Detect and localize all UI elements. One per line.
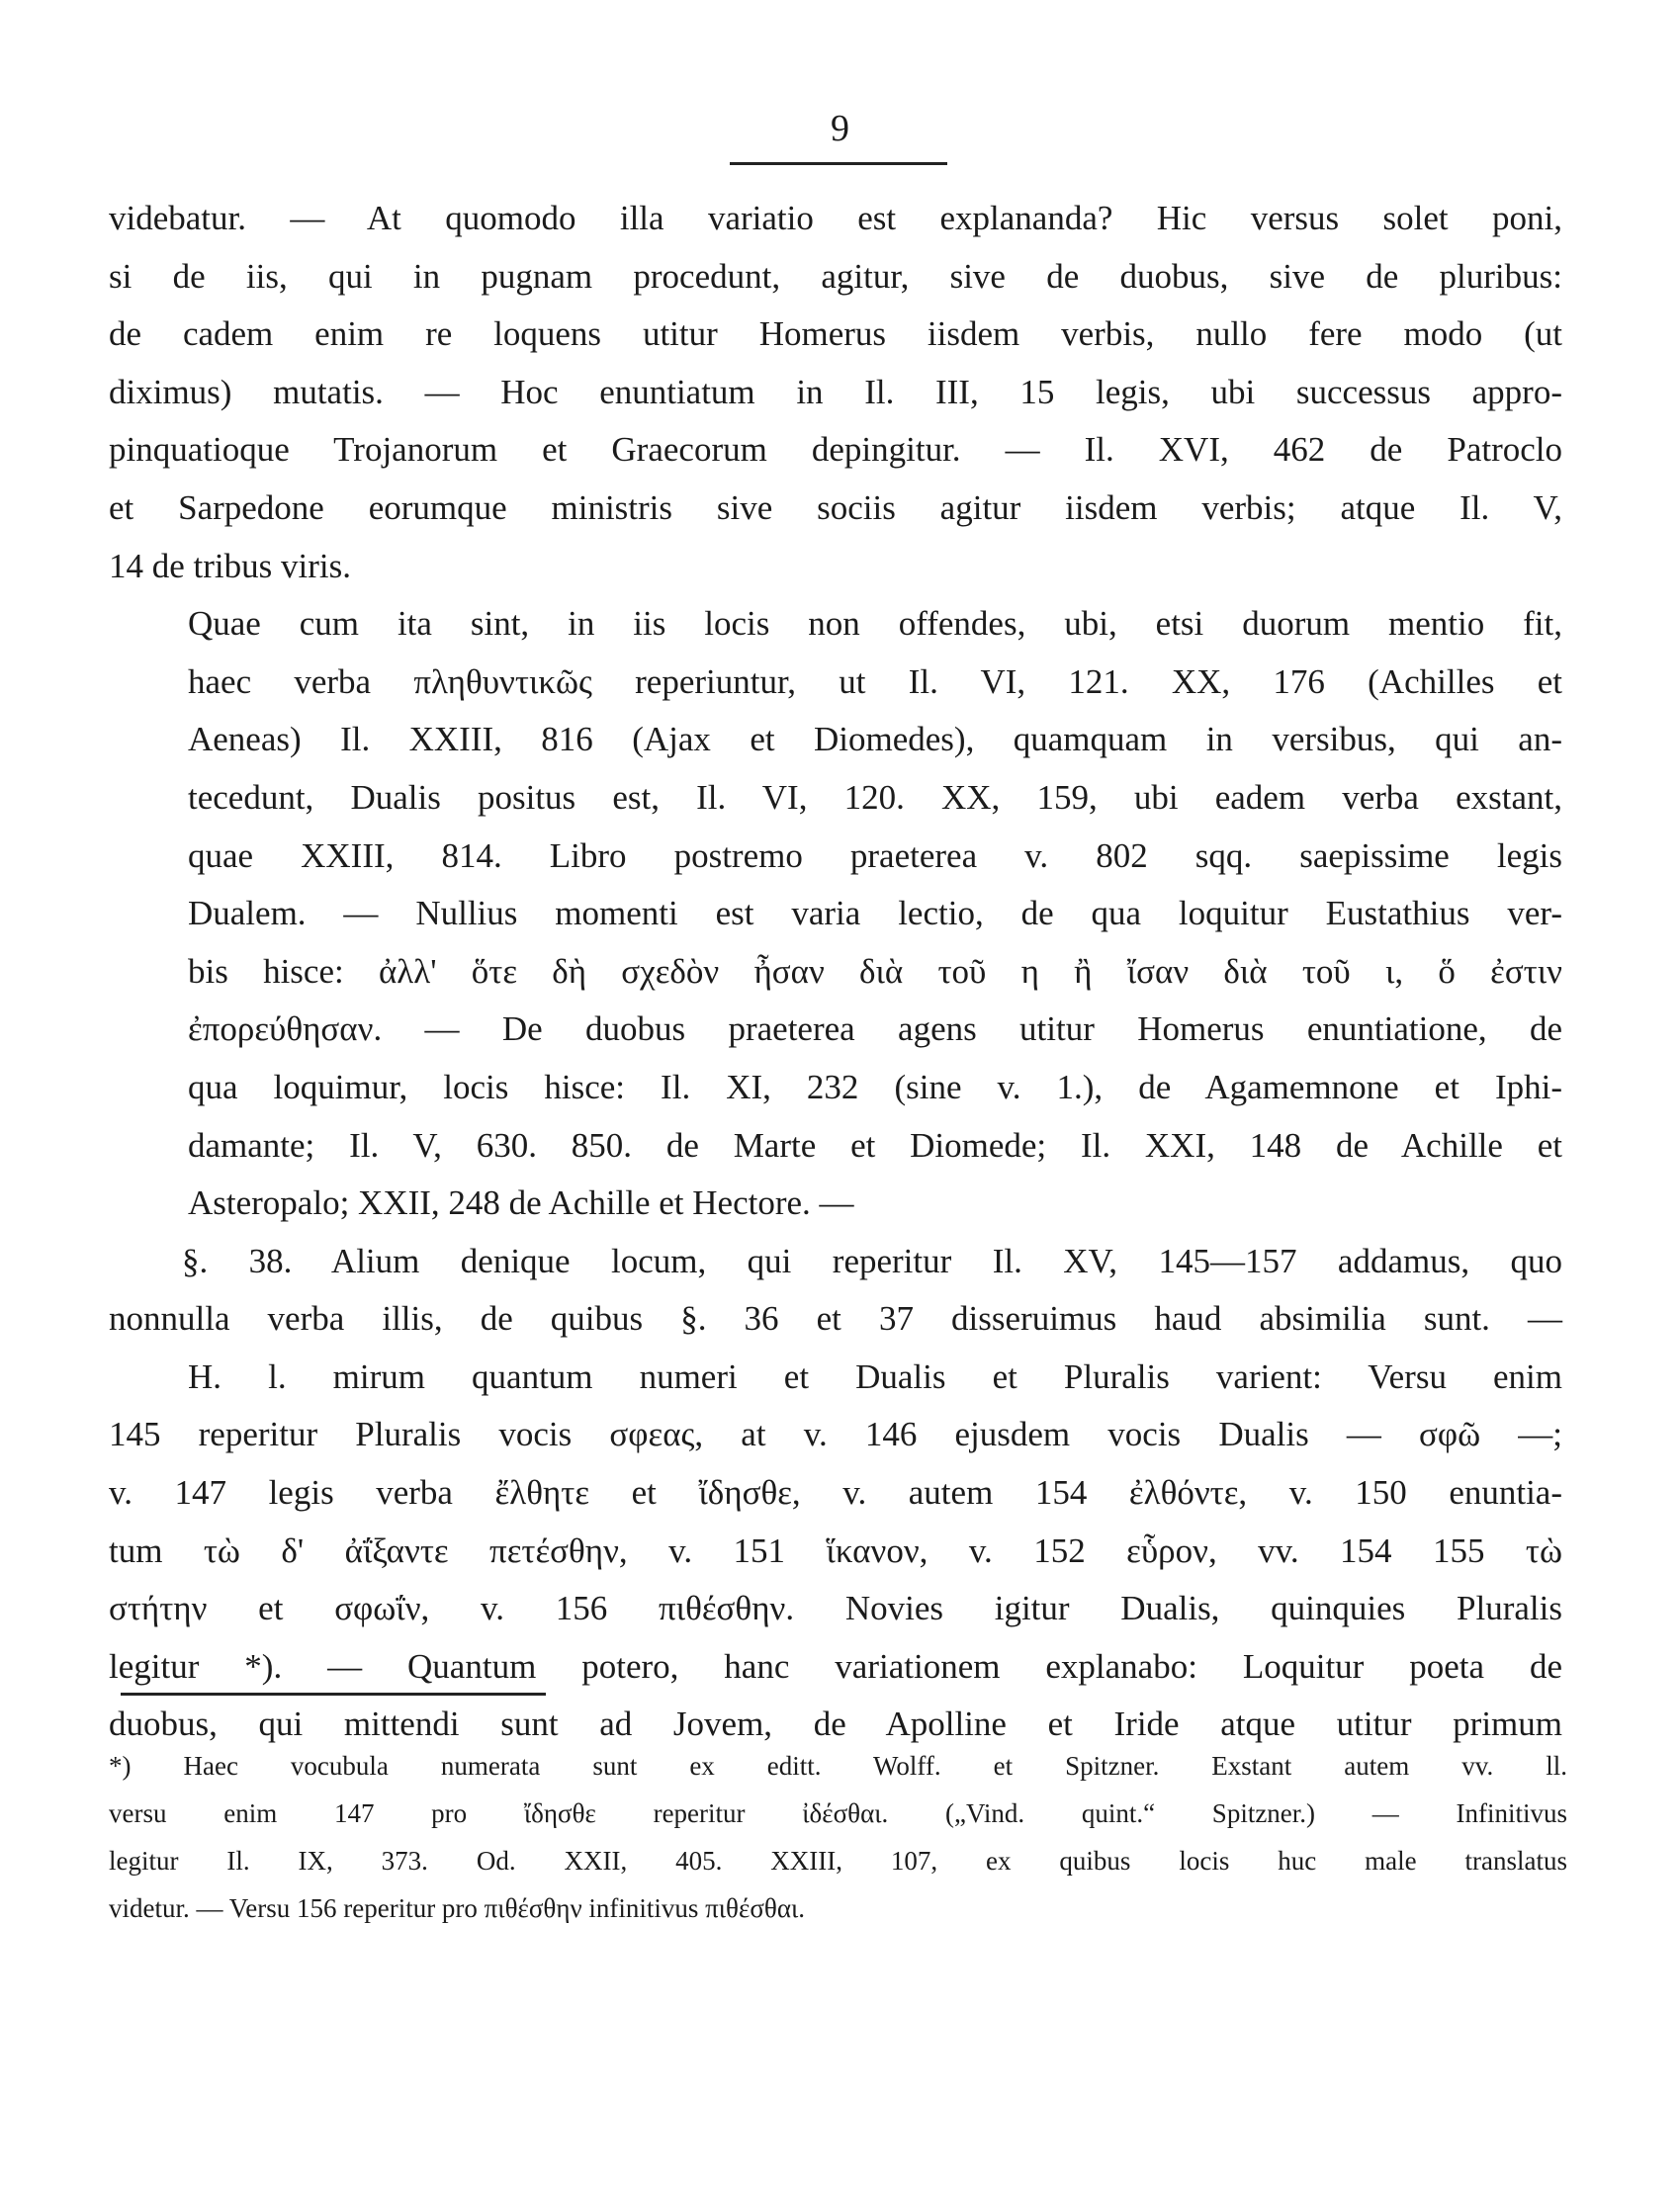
- text-line: legitur *). — Quantum potero, hanc variationem explanabo: Loquitur poeta de: [109, 1646, 1562, 1686]
- footnote-line: videtur. — Versu 156 reperitur pro πιθέσθην infinitivus πιθέσθαι.: [109, 1893, 805, 1923]
- text-line: 145 reperitur Pluralis vocis σφεας, at v. 146 ejusdem vocis Dualis — σφῶ —;: [109, 1415, 1562, 1454]
- text-line: nonnulla verba illis, de quibus §. 36 et 37 disseruimus haud absimilia sunt. —: [109, 1299, 1562, 1339]
- header-rule: [730, 162, 947, 165]
- text-line: Asteropalo; XXII, 248 de Achille et Hectore. —: [188, 1183, 854, 1223]
- text-line: bis hisce: ἀλλ' ὅτε δὴ σχεδὸν ἦσαν διὰ τοῦ η ἢ ἴσαν διὰ τοῦ ι, ὅ ἐστιν: [188, 951, 1562, 991]
- footnote: [109, 1742, 1567, 1932]
- text-line: §. 38. Alium denique locum, qui reperitur Il. XV, 145—157 addamus, quo: [182, 1241, 1562, 1280]
- text-line: pinquatioque Trojanorum et Graecorum depingitur. — Il. XVI, 462 de Patroclo: [109, 430, 1562, 470]
- text-line: tum τὼ δ' ἀΐξαντε πετέσθην, v. 151 ἵκανον, v. 152 εὗρον, vv. 154 155 τὼ: [109, 1530, 1562, 1570]
- paragraph: [109, 595, 1562, 1233]
- footnote-line: legitur Il. IX, 373. Od. XXII, 405. XXIII, 107, ex quibus locis huc male translatus: [109, 1846, 1567, 1876]
- text-line: Aeneas) Il. XXIII, 816 (Ajax et Diomedes), quamquam in versibus, qui an-: [188, 720, 1562, 759]
- footnote-line: *) Haec vocubula numerata sunt ex editt. Wolff. et Spitzner. Exstant autem vv. ll.: [109, 1751, 1567, 1781]
- footnote-rule: [121, 1693, 546, 1696]
- text-line: quae XXIII, 814. Libro postremo praeterea v. 802 sqq. saepissime legis: [188, 835, 1562, 875]
- text-line: videbatur. — At quomodo illa variatio est explananda? Hic versus solet poni,: [109, 199, 1562, 237]
- text-line: ἐπορεύθησαν. — De duobus praeterea agens utitur Homerus enuntiatione, de: [188, 1009, 1562, 1049]
- footnote-line: versu enim 147 pro ἴδησθε reperitur ἰδέσθαι. („Vind. quint.“ Spitzner.) — Infinitivus: [109, 1798, 1567, 1828]
- text-line: Dualem. — Nullius momenti est varia lectio, de qua loquitur Eustathius ver-: [188, 894, 1562, 933]
- text-line: diximus) mutatis. — Hoc enuntiatum in Il. III, 15 legis, ubi successus appro-: [109, 372, 1562, 411]
- text-line: 14 de tribus viris.: [109, 546, 351, 585]
- text-line: haec verba πληθυντικῶς reperiuntur, ut Il. VI, 121. XX, 176 (Achilles et: [188, 661, 1562, 701]
- text-line: Quae cum ita sint, in iis locis non offendes, ubi, etsi duorum mentio fit,: [188, 604, 1562, 644]
- text-line: et Sarpedone eorumque ministris sive sociis agitur iisdem verbis; atque Il. V,: [109, 487, 1562, 527]
- text-line: H. l. mirum quantum numeri et Dualis et Pluralis varient: Versu enim: [188, 1356, 1562, 1396]
- page-number: 9: [831, 108, 849, 149]
- text-line: si de iis, qui in pugnam procedunt, agitur, sive de duobus, sive de pluribus:: [109, 256, 1562, 296]
- text-line: duobus, qui mittendi sunt ad Jovem, de Apolline et Iride atque utitur primum: [109, 1705, 1562, 1744]
- body-text: [109, 190, 1562, 1754]
- text-line: στήτην et σφωΐν, v. 156 πιθέσθην. Novies igitur Dualis, quinquies Pluralis: [109, 1589, 1562, 1628]
- paragraph-section-38: [109, 1233, 1562, 1349]
- text-line: damante; Il. V, 630. 850. de Marte et Diomede; Il. XXI, 148 de Achille et: [188, 1125, 1562, 1165]
- paragraph-continuation: [109, 190, 1562, 595]
- text-line: de cadem enim re loquens utitur Homerus iisdem verbis, nullo fere modo (ut: [109, 314, 1562, 354]
- text-line: v. 147 legis verba ἔλθητε et ἴδησθε, v. autem 154 ἐλθόντε, v. 150 enuntia-: [109, 1473, 1562, 1513]
- text-line: qua loquimur, locis hisce: Il. XI, 232 (sine v. 1.), de Agamemnone et Iphi-: [188, 1067, 1562, 1106]
- text-line: tecedunt, Dualis positus est, Il. VI, 120. XX, 159, ubi eadem verba exstant,: [188, 777, 1562, 817]
